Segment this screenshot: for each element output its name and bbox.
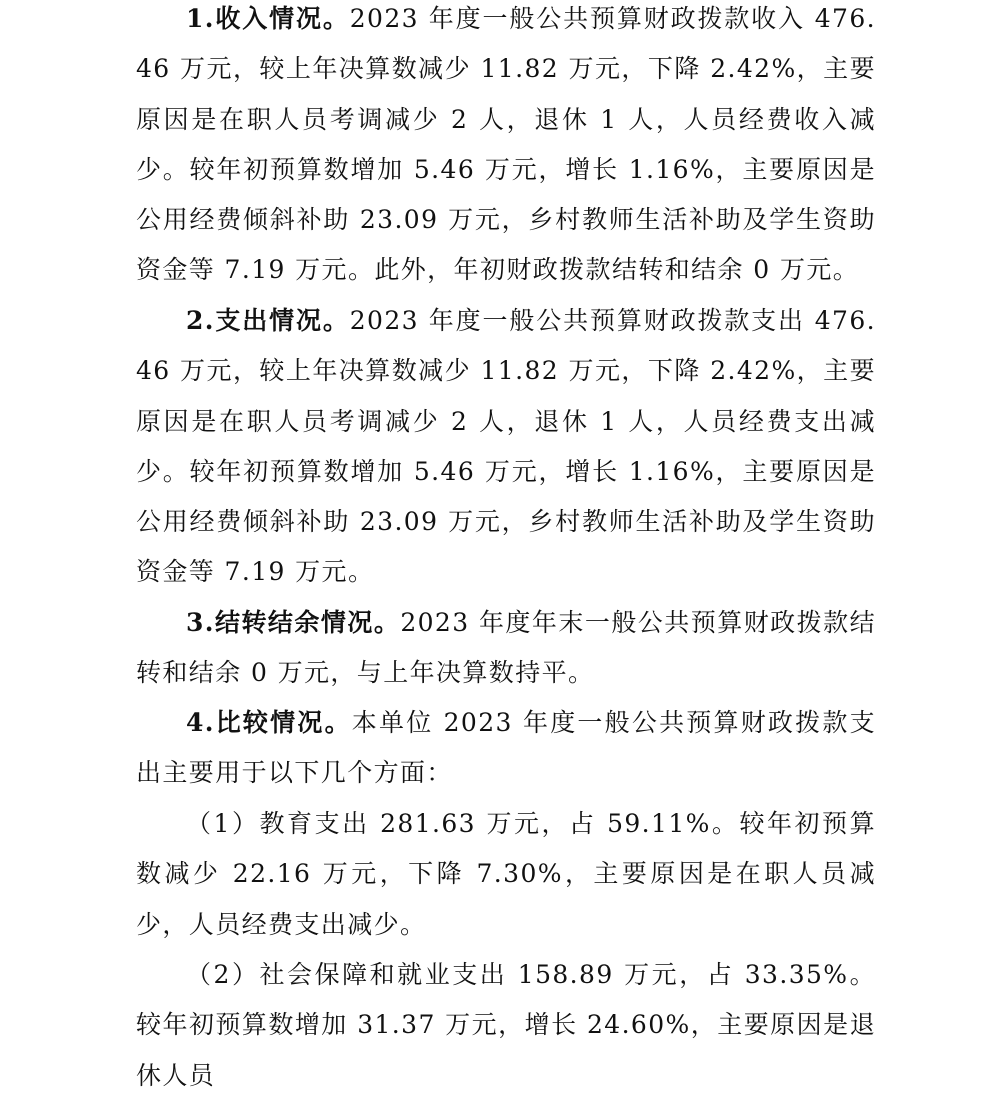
text-item-education: （1）教育支出 281.63 万元，占 59.11%。较年初预算数减少 22.16 万元，下降 7.30%，主要原因是在职人员减少，人员经费支出减少。 — [136, 809, 876, 939]
paragraph-item-social-security — [136, 950, 876, 1101]
heading-comparison: 4.比较情况。 — [186, 708, 352, 737]
paragraph-income — [136, 0, 876, 296]
heading-carryover: 3.结转结余情况。 — [186, 608, 401, 637]
paragraph-item-education — [136, 799, 876, 950]
heading-income: 1.收入情况。 — [186, 4, 350, 33]
paragraph-comparison — [136, 698, 876, 799]
heading-expenditure: 2.支出情况。 — [186, 306, 350, 335]
text-comparison: 本单位 2023 年度一般公共预算财政拨款支出主要用于以下几个方面： — [136, 708, 876, 788]
paragraph-carryover — [136, 598, 876, 699]
text-expenditure: 2023 年度一般公共预算财政拨款支出 476.46 万元，较上年决算数减少 11.82 万元，下降 2.42%，主要原因是在职人员考调减少 2 人，退休 1 人，人员经费支出减少。较年初预算数增加 5.46 万元，增长 1.16%，主要原因是公用经费倾斜补助 23.09 万元，乡村教师生活补助及学生资助资金等 7.19 万元。 — [136, 306, 876, 587]
text-item-social-security: （2）社会保障和就业支出 158.89 万元，占 33.35%。较年初预算数增加 31.37 万元，增长 24.60%，主要原因是退休人员 — [136, 960, 876, 1090]
text-income: 2023 年度一般公共预算财政拨款收入 476.46 万元，较上年决算数减少 11.82 万元，下降 2.42%，主要原因是在职人员考调减少 2 人，退休 1 人，人员经费收入减少。较年初预算数增加 5.46 万元，增长 1.16%，主要原因是公用经费倾斜补助 23.09 万元，乡村教师生活补助及学生资助资金等 7.19 万元。此外，年初财政拨款结转和结余 0 万元。 — [136, 4, 876, 285]
text-carryover: 2023 年度年末一般公共预算财政拨款结转和结余 0 万元，与上年决算数持平。 — [136, 608, 877, 688]
paragraph-expenditure — [136, 296, 876, 598]
